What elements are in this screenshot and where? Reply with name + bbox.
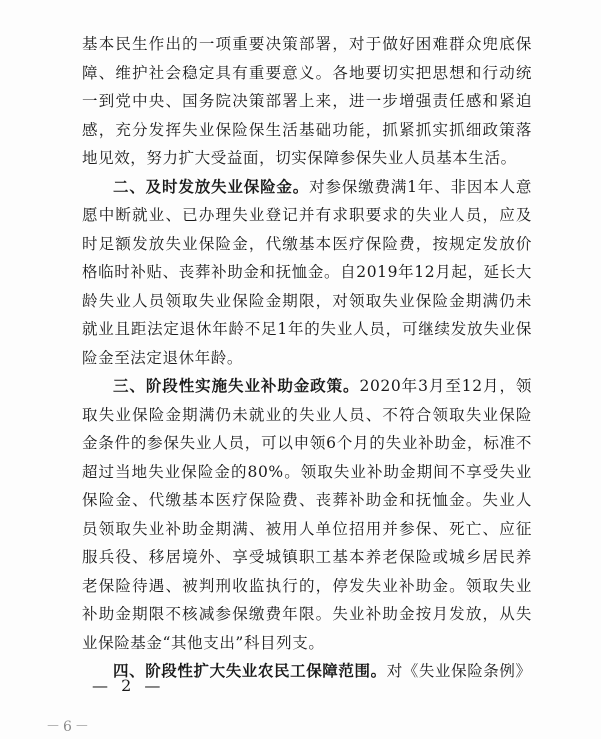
paragraph-section-3 [82, 372, 532, 657]
paragraph-continuation [82, 30, 532, 173]
page-number: — 2 — [92, 676, 165, 695]
section-3-heading: 三、阶段性实施失业补助金政策。 [113, 376, 360, 395]
paragraph-continuation-text: 基本民生作出的一项重要决策部署，对于做好困难群众兜底保障、维护社会稳定具有重要意义。各地要切实把思想和行动统一到党中央、国务院决策部署上来，进一步增强责任感和紧迫感，充分发挥失业保险保生活基础功能，抓紧抓实抓细政策落地见效，努力扩大受益面，切实保障参保失业人员基本生活。 [82, 35, 532, 167]
section-3-text: 2020年3月至12月，领取失业保险金期满仍未就业的失业人员、不符合领取失业保险金条件的参保失业人员，可以申领6个月的失业补助金，标准不超过当地失业保险金的80%。领取失业补助金期间不享受失业保险金、代缴基本医疗保险费、丧葬补助金和抚恤金。失业人员领取失业补助金期满、被用人单位招用并参保、死亡、应征服兵役、移居境外、享受城镇职工基本养老保险或城乡居民养老保险待遇、被判刑收监执行的，停发失业补助金。领取失业补助金期限不核减参保缴费年限。失业补助金按月发放，从失业保险基金“其他支出”科目列支。 [82, 377, 532, 652]
paragraph-section-2 [82, 173, 532, 373]
outer-page-number: －6－ [46, 719, 92, 735]
section-2-text: 对参保缴费满1年、非因本人意愿中断就业、已办理失业登记并有求职要求的失业人员，应及时足额发放失业保险金，代缴基本医疗保险费，按规定发放价格临时补贴、丧葬补助金和抚恤金。自2019年12月起，延长大龄失业人员领取失业保险金期限，对领取失业保险金期满仍未就业且距法定退休年龄不足1年的失业人员，可继续发放失业保险金至法定退休年龄。 [82, 177, 533, 367]
document-body [82, 30, 532, 686]
section-4-heading: 四、阶段性扩大失业农民工保障范围。 [113, 661, 387, 680]
section-2-heading: 二、及时发放失业保险金。 [113, 176, 310, 196]
section-4-text: 对《失业保险条例》 [386, 662, 532, 680]
